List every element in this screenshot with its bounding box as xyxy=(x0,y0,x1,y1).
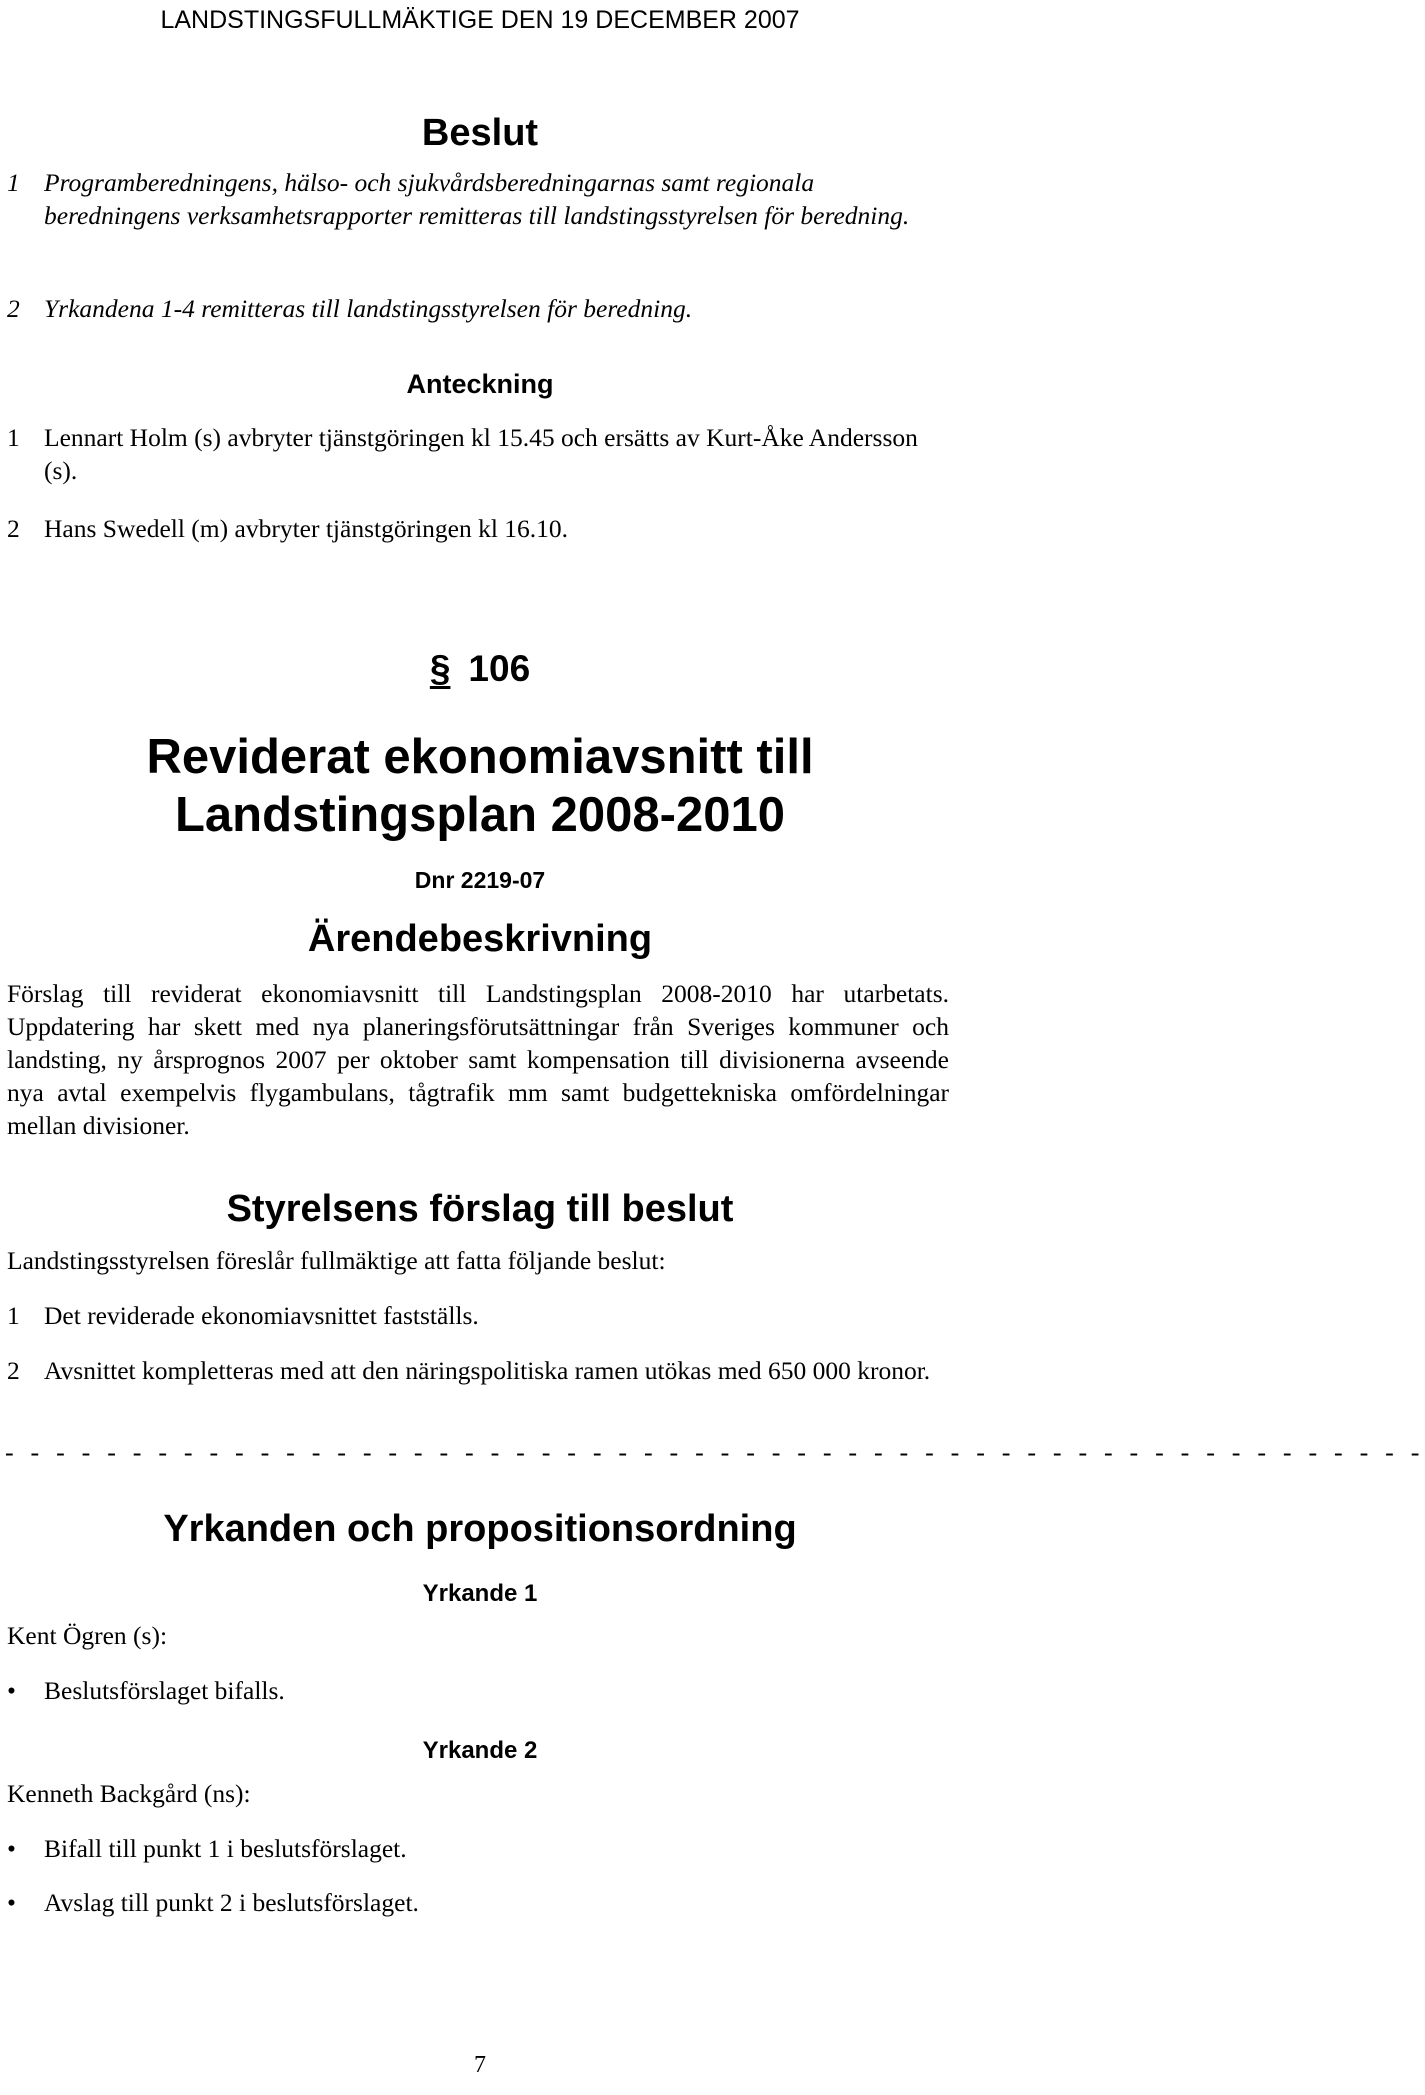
page-number: 7 xyxy=(474,2052,486,2078)
anteckning-item-2-number: 2 xyxy=(7,514,20,543)
forslag-item-1 xyxy=(7,1299,947,1332)
anteckning-item-2 xyxy=(7,512,947,545)
yrkande-2-bullet-1-text: Bifall till punkt 1 i beslutsförslaget. xyxy=(44,1834,407,1863)
anteckning-item-2-text: Hans Swedell (m) avbryter tjänstgöringen kl 16.10. xyxy=(44,514,569,543)
bullet-icon: • xyxy=(7,1834,16,1863)
yrkande-2-bullet-2 xyxy=(7,1886,907,1919)
forslag-item-2-text: Avsnittet kompletteras med att den näringspolitiska ramen utökas med 650 000 kronor. xyxy=(44,1356,931,1385)
section-title xyxy=(0,728,960,844)
page-header: LANDSTINGSFULLMÄKTIGE DEN 19 DECEMBER 2007 xyxy=(160,6,800,34)
forslag-item-1-number: 1 xyxy=(7,1301,20,1330)
yrkande-1-speaker: Kent Ögren (s): xyxy=(7,1621,168,1650)
bullet-icon: • xyxy=(7,1676,16,1705)
yrkanden-heading: Yrkanden och propositionsordning xyxy=(163,1508,797,1550)
yrkande-1-label: Yrkande 1 xyxy=(422,1580,538,1607)
forslag-item-2-number: 2 xyxy=(7,1356,20,1385)
forslag-item-1-text: Det reviderade ekonomiavsnittet fastställs. xyxy=(44,1301,479,1330)
dashed-divider: - - - - - - - - - - - - - - - - - - - - - - - - - - - - - - - - - - - - - - - - - - - - - - - - - - - - - - - - xyxy=(5,1438,1425,1467)
yrkande-1-bullet-1 xyxy=(7,1674,907,1707)
forslag-item-2 xyxy=(7,1354,947,1387)
styrelsens-forslag-intro: Landstingsstyrelsen föreslår fullmäktige att fatta följande beslut: xyxy=(7,1246,666,1275)
beslut-heading: Beslut xyxy=(421,112,539,154)
beslut-item-1-number: 1 xyxy=(7,168,20,197)
section-number-value: 106 xyxy=(468,648,531,689)
section-title-line-1: Reviderat ekonomiavsnitt till xyxy=(146,730,814,784)
bullet-icon: • xyxy=(7,1888,16,1917)
beslut-item-2-number: 2 xyxy=(7,294,20,323)
arendebeskrivning-heading: Ärendebeskrivning xyxy=(307,918,653,960)
section-sign: § xyxy=(429,648,451,689)
styrelsens-forslag-heading: Styrelsens förslag till beslut xyxy=(226,1188,734,1230)
beslut-item-1-text: Programberedningens, hälso- och sjukvårdsberedningarnas samt regionala beredningens verksamhetsrapporter remitteras till landstingsstyrelsen för beredning. xyxy=(44,168,910,230)
anteckning-item-1-text: Lennart Holm (s) avbryter tjänstgöringen kl 15.45 och ersätts av Kurt-Åke Andersson (s). xyxy=(44,423,918,485)
beslut-item-2 xyxy=(7,292,947,325)
yrkande-2-bullet-1 xyxy=(7,1832,907,1865)
yrkande-1-bullet-1-text: Beslutsförslaget bifalls. xyxy=(44,1676,285,1705)
section-number xyxy=(0,648,960,690)
dnr-label: Dnr 2219-07 xyxy=(414,867,546,893)
beslut-item-1 xyxy=(7,166,947,232)
anteckning-item-1-number: 1 xyxy=(7,423,20,452)
anteckning-heading: Anteckning xyxy=(406,369,554,399)
beslut-item-2-text: Yrkandena 1-4 remitteras till landstingsstyrelsen för beredning. xyxy=(44,294,693,323)
yrkande-2-bullet-2-text: Avslag till punkt 2 i beslutsförslaget. xyxy=(44,1888,419,1917)
yrkande-2-label: Yrkande 2 xyxy=(422,1737,538,1764)
yrkande-2-speaker: Kenneth Backgård (ns): xyxy=(7,1779,251,1808)
section-title-line-2: Landstingsplan 2008-2010 xyxy=(174,788,785,842)
anteckning-item-1 xyxy=(7,421,947,487)
arendebeskrivning-text: Förslag till reviderat ekonomiavsnitt till Landstingsplan 2008-2010 har utarbetats. Uppdatering har skett med nya planeringsförutsättningar från Sveriges kommuner och landsting, ny årsprognos 2007 per oktober samt kompensation till divisionerna avseende nya avtal exempelvis flygambulans, tågtrafik mm samt budgettekniska omfördelningar mellan divisioner. xyxy=(7,979,949,1140)
